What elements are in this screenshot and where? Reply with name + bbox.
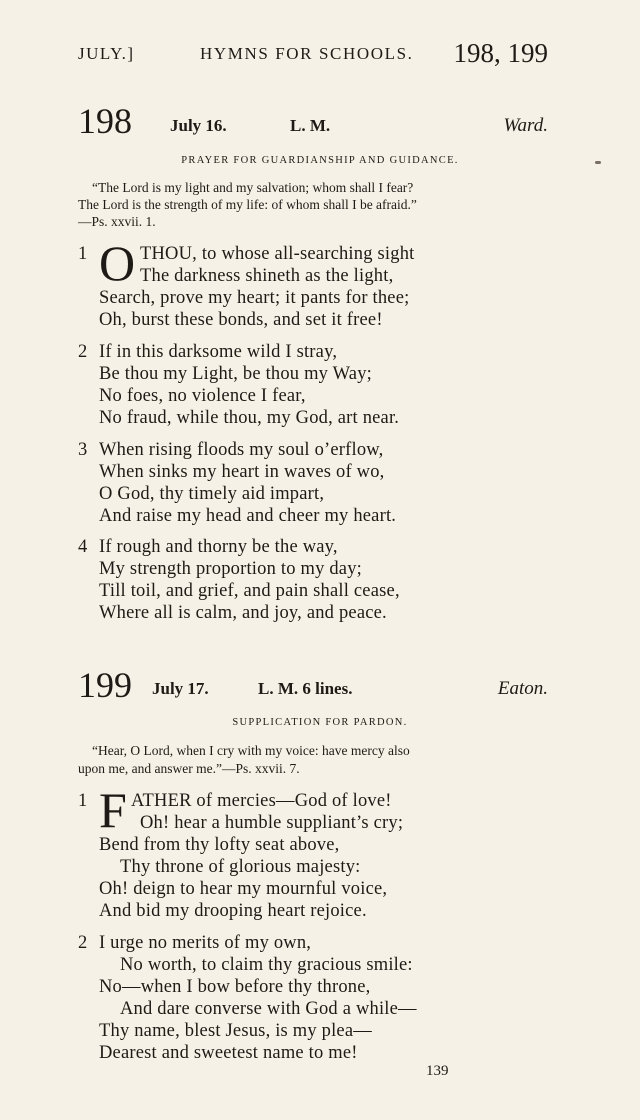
verse-line: Thy throne of glorious majesty: [120,857,361,877]
hymn-tune: Eaton. [497,678,548,699]
verse-line: Till toil, and grief, and pain shall cease, [99,581,400,601]
hymn-number: 199 [78,665,132,705]
hymn-meter: L. M. [290,116,331,135]
verse-line: Oh! deign to hear my mournful voice, [99,879,388,899]
hymn-date: July 16. [170,116,227,135]
stanza-number: 4 [78,537,88,557]
page-number: 139 [426,1063,449,1079]
verse-line: Oh, burst these bonds, and set it free! [99,310,383,330]
running-head-month: JULY.] [78,44,135,63]
verse-line: O God, thy timely aid impart, [99,484,325,504]
verse-line: Search, prove my heart; it pants for thee; [99,288,410,308]
verse-line: Oh! hear a humble suppliant’s cry; [140,813,404,833]
epigraph-line: upon me, and answer me.”—Ps. xxvii. 7. [78,761,300,776]
stanza-number: 1 [78,244,88,264]
verse-line: The darkness shineth as the light, [140,266,394,286]
hymn-number: 198 [78,101,132,141]
verse-line: I urge no merits of my own, [99,933,312,953]
verse-line: No fraud, while thou, my God, art near. [99,408,400,428]
verse-line: Bend from thy lofty seat above, [99,835,340,855]
hymn-meter: L. M. 6 lines. [258,679,353,698]
hymn-subject: PRAYER FOR GUARDIANSHIP AND GUIDANCE. [181,155,459,166]
verse-line: No—when I bow before thy throne, [99,977,371,997]
epigraph-line: The Lord is the strength of my life: of whom shall I be afraid.” [78,197,417,212]
verse-line: Thy name, blest Jesus, is my plea— [99,1021,372,1041]
running-head [78,40,548,70]
epigraph-citation: —Ps. xxvii. 1. [78,214,156,229]
hymn-date: July 17. [152,679,209,698]
verse-line: When rising floods my soul o’erflow, [99,440,384,460]
verse-line: ATHER of mercies—God of love! [131,791,392,811]
stanza-number: 3 [78,440,88,460]
drop-cap: O [99,235,136,291]
running-head-hymn-range: 198, 199 [453,38,548,68]
verse-line: And dare converse with God a while— [120,999,417,1019]
stanza-number: 1 [78,791,88,811]
verse-line: Dearest and sweetest name to me! [99,1043,358,1063]
stanza-number: 2 [78,933,88,953]
hymn-subject: SUPPLICATION FOR PARDON. [232,717,408,728]
stanza-number: 2 [78,342,88,362]
verse-line: THOU, to whose all-searching sight [140,244,415,264]
verse-line: Where all is calm, and joy, and peace. [99,603,387,623]
epigraph-line: “The Lord is my light and my salvation; whom shall I fear? [92,180,414,195]
verse-line: No foes, no violence I fear, [99,386,306,406]
hymn-tune: Ward. [503,115,548,136]
running-head-title: HYMNS FOR SCHOOLS. [200,44,414,63]
verse-line: My strength proportion to my day; [99,559,363,579]
verse-line: When sinks my heart in waves of wo, [99,462,385,482]
drop-cap: F [99,782,127,838]
verse-line: If rough and thorny be the way, [99,537,338,557]
verse-line: And bid my drooping heart rejoice. [99,901,367,921]
verse-line: No worth, to claim thy gracious smile: [120,955,413,975]
verse-line: And raise my head and cheer my heart. [99,506,397,526]
verse-line: Be thou my Light, be thou my Way; [99,364,372,384]
verse-line: If in this darksome wild I stray, [99,342,338,362]
ink-smudge [595,161,601,164]
epigraph-line: “Hear, O Lord, when I cry with my voice: have mercy also [92,743,410,758]
